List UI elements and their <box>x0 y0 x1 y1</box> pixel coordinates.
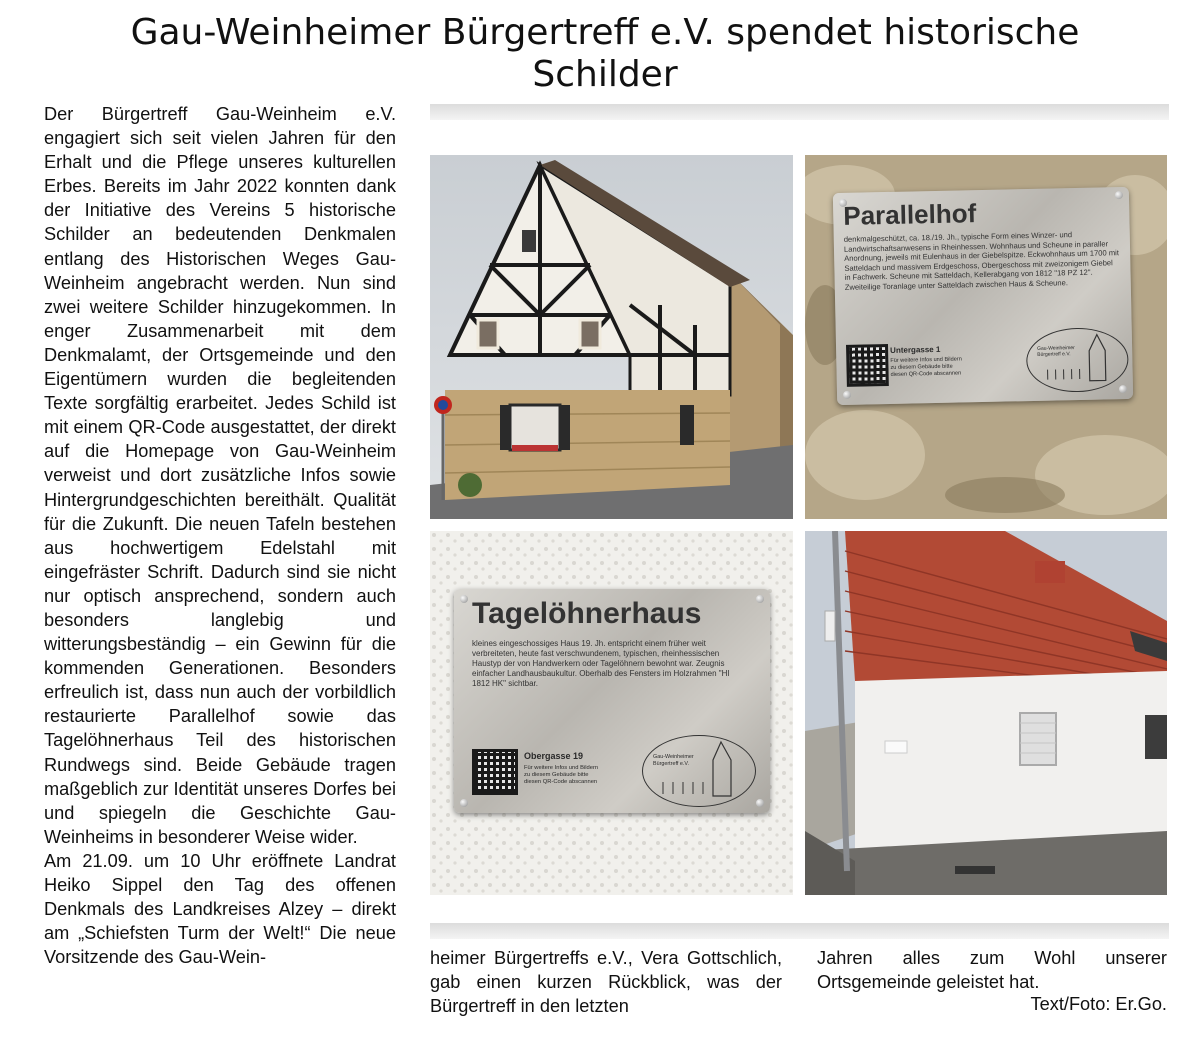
article-headline: Gau-Weinheimer Bürgertreff e.V. spendet historische Schilder <box>130 12 1080 95</box>
bottom-rule <box>430 923 1169 939</box>
article-column-2: heimer Bürgertreffs e.V., Vera Gottschlich, gab einen kurzen Rückblick, was der Bürgertreff in den letzten <box>430 948 782 1017</box>
plaque-qr-note: Für weitere Infos und Bildern zu diesem Gebäude bitte diesen QR-Code abscannen <box>890 356 962 378</box>
screw-icon <box>1115 191 1123 199</box>
tower-logo-icon <box>643 736 755 806</box>
tower-logo-icon <box>1027 328 1128 392</box>
screw-icon <box>460 799 468 807</box>
photo-credit: Text/Foto: Er.Go. <box>1030 994 1167 1014</box>
photo-tageloehnerhaus-plaque <box>430 531 793 895</box>
plaque-text: kleines eingeschossiges Haus 19. Jh. entspricht einem früher weit verbreiteten, heute fast verschwundenem, typischen, rheinhessischen Haustyp der von Handwerkern oder Tagelöhnern bewohnt war. Zeugnis einfacher Landhausbaukultur. Oberhalb des Fensters im Holzrahmen "HI 1812 HK" sichtbar. <box>472 639 730 688</box>
screw-icon <box>756 595 764 603</box>
white-house-illustration <box>805 531 1167 895</box>
plaque-qr-note: Für weitere Infos und Bildern zu diesem Gebäude bitte diesen QR-Code abscannen <box>524 765 599 786</box>
article-paragraph-2: Am 21.09. um 10 Uhr eröffnete Landrat Heiko Sippel den Tag des offenen Denkmals des Landkreises Alzey – direkt am „Schiefsten Turm der Welt!“ Die neue Vorsitzende des Gau-Wein- <box>44 850 396 968</box>
plaque-tageloehnerhaus <box>454 589 770 813</box>
plaque-address: Untergasse 1 <box>890 344 941 355</box>
plaque-parallelhof <box>833 187 1133 405</box>
photo-timber-house <box>430 155 793 519</box>
screw-icon <box>843 391 851 399</box>
screw-icon <box>756 799 764 807</box>
plaque-title: Parallelhof <box>842 198 977 231</box>
article-column-3: Jahren alles zum Wohl unserer Ortsgemeinde geleistet hat. <box>817 948 1167 993</box>
article-paragraph-1: Der Bürgertreff Gau-Weinheim e.V. engagiert sich seit vielen Jahren für den Erhalt und die Pflege unseres kulturellen Erbes. Bereits im Jahr 2022 konnten dank der Initiative des Vereins 5 historische Schilder an bedeutenden Denkmalen entlang des Historischen Weges Gau-Weinheim angebracht werden. Nun sind zwei weitere Schilder hinzugekommen. In enger Zusammenarbeit mit dem Denkmalamt, der Ortsgemeinde und den Eigentümern wurden die begleitenden Texte sorgfältig erarbeitet. Jedes Schild ist mit einem QR-Code ausgestattet, der direkt auf die Homepage von Gau-Weinheim verweist und dort zusätzliche Infos sowie Hintergrundgeschichten bereithält. Qualität für die Zukunft. Die neuen Tafeln bestehen aus hochwertigem Edelstahl mit eingefräster Schrift. Dadurch sind sie nicht nur optisch ansprechend, sondern auch besonders langlebig und witterungsbeständig – ein Gewinn für die kommenden Generationen. Besonders erfreulich ist, dass nun auch der vorbildlich restaurierte Parallelhof sowie das Tagelöhnerhaus Teil des historischen Rundwegs sind. Beide Gebäude tragen maßgeblich zur Identität unseres Dorfes bei und spiegeln die Geschichte Gau-Weinheims in besonderer Weise wider. <box>44 104 396 847</box>
screw-icon <box>460 595 468 603</box>
plaque-title: Tagelöhnerhaus <box>472 597 702 630</box>
timber-house-illustration <box>430 155 793 519</box>
top-rule <box>430 104 1169 120</box>
plaque-text: denkmalgeschützt, ca. 18./19. Jh., typische Form eines Winzer- und Landwirtschaftsanwesens in Rheinhessen. Wohnhaus und Scheune in paraller Anordnung, jeweils mit Eulenhaus in der Giebelspitze. Eckwohnhaus um 1700 mit Satteldach und massivem Erdgeschoss, Obergeschoss mit zweizonigem Giebel in Fachwerk. Scheune mit Satteldach, Kellerabgang von 1812 "18 PZ 12". Zweiteilige Toranlage unter Satteldach zwischen Haus & Scheune. <box>843 230 1120 292</box>
logo-oval <box>1026 327 1129 393</box>
qr-code-icon <box>472 749 518 795</box>
logo-text: Gau-Weinheimer Bürgertreff e.V. <box>1037 345 1075 358</box>
photo-white-house <box>805 531 1167 895</box>
photo-parallelhof-plaque <box>805 155 1167 519</box>
plaque-address: Obergasse 19 <box>524 751 584 761</box>
article-column-1 <box>44 102 396 969</box>
qr-code-icon <box>846 344 889 387</box>
logo-oval <box>642 735 756 807</box>
logo-text: Gau-Weinheimer Bürgertreff e.V. <box>653 754 694 767</box>
